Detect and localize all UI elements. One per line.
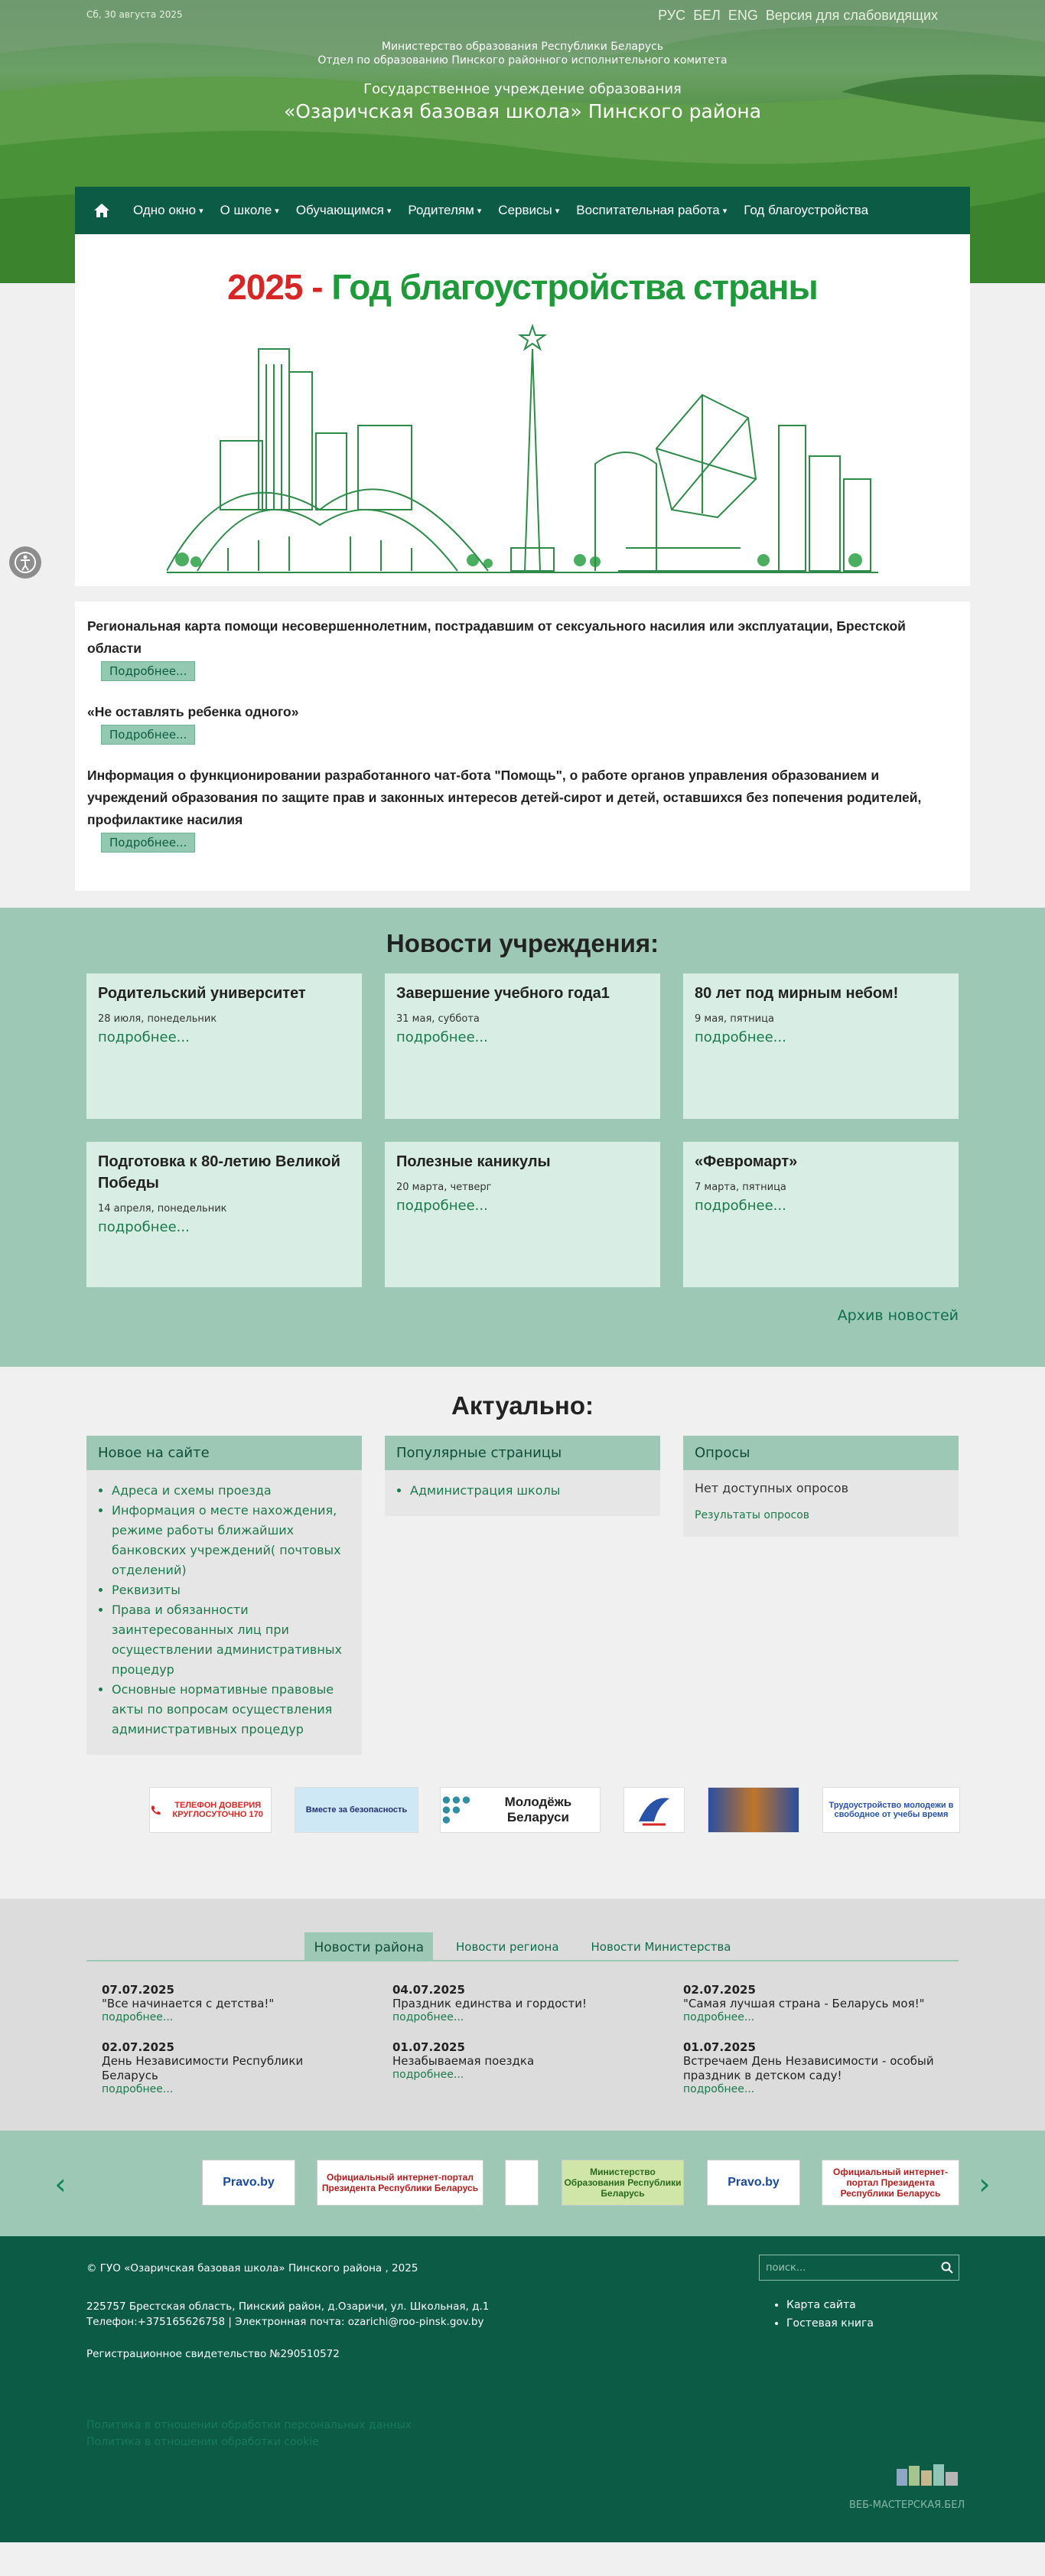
- partner-banner[interactable]: Молодёжь Беларуси: [440, 1787, 601, 1833]
- search-icon[interactable]: [936, 2261, 959, 2274]
- popular-page-link[interactable]: • Администрация школы: [410, 1481, 649, 1501]
- institution-type: Государственное учреждение образования: [363, 81, 682, 97]
- new-on-site-link[interactable]: • Основные нормативные правовые акты по вопросам осуществления административных процедур: [112, 1680, 350, 1740]
- news-card[interactable]: [86, 973, 362, 1119]
- partner-banner[interactable]: Вместе за безопасность: [295, 1787, 418, 1833]
- more-button[interactable]: Подробнее...: [101, 661, 195, 681]
- district-news-grid: [102, 1983, 943, 2095]
- more-button[interactable]: Подробнее...: [101, 833, 195, 853]
- carousel-link[interactable]: Pravo.by: [707, 2160, 800, 2206]
- carousel-link[interactable]: Официальный интернет-портал Президента Республики Беларусь: [822, 2160, 959, 2206]
- district-news-item: [683, 1983, 974, 2023]
- footer-links: [786, 2296, 874, 2333]
- lang-en[interactable]: ENG: [728, 8, 758, 23]
- new-on-site-link[interactable]: • Адреса и схемы проезда: [112, 1481, 350, 1501]
- news-card[interactable]: [683, 1142, 959, 1287]
- banner[interactable]: [75, 234, 970, 586]
- footer-search: [759, 2255, 959, 2281]
- announcement-text[interactable]: «Не оставлять ребенка одного»: [87, 704, 299, 719]
- search-input[interactable]: [760, 2262, 936, 2274]
- news-archive-link[interactable]: Архив новостей: [837, 1307, 959, 1324]
- site-heading: [0, 40, 1045, 122]
- links-carousel: [0, 2131, 1045, 2236]
- announcement-item: [87, 701, 958, 745]
- district-news-title[interactable]: "Все начинается с детства!": [102, 1997, 275, 2010]
- actual-grid: [86, 1436, 959, 1755]
- nav-item-education-work[interactable]: Воспитательная работа ▾: [576, 203, 728, 217]
- top-line: [86, 8, 938, 23]
- district-news-title[interactable]: Праздник единства и гордости!: [392, 1997, 588, 2010]
- department-name: Отдел по образованию Пинского районного исполнительного комитета: [317, 54, 728, 67]
- main-nav: [75, 187, 970, 234]
- phone-icon: [150, 1801, 161, 1819]
- footer-policies: [86, 2417, 412, 2450]
- partner-banner[interactable]: [623, 1787, 685, 1833]
- nav-item-services[interactable]: Сервисы ▾: [498, 203, 560, 217]
- news-date: 7 марта, пятница: [695, 1182, 786, 1193]
- district-news-title[interactable]: Незабываемая поездка: [392, 2054, 535, 2068]
- polls-block: [683, 1436, 959, 1537]
- news-title[interactable]: 80 лет под мирным небом!: [695, 985, 899, 1002]
- nav-item-students[interactable]: Обучающимся ▾: [295, 203, 392, 217]
- district-news-date: 01.07.2025: [683, 2040, 756, 2054]
- chevron-down-icon: ▾: [722, 206, 728, 216]
- news-more-link[interactable]: подробнее...: [98, 1219, 190, 1235]
- district-news-item: [102, 1983, 392, 2023]
- announcement-text[interactable]: Информация о функционировании разработанного чат-бота "Помощь", о работе органов управления образованием и учреждений образования по защите прав и законных интересов детей-сирот и детей, оставшихся без попечения родителей, профилактике насилия: [87, 768, 922, 827]
- district-news-item: [392, 1983, 683, 2023]
- actual-section: [0, 1367, 1045, 1867]
- partner-banner[interactable]: [708, 1787, 799, 1833]
- tab-district-news[interactable]: Новости района: [304, 1932, 433, 1960]
- actual-heading: Актуально:: [451, 1391, 594, 1420]
- tab-bar: [86, 1932, 959, 1961]
- district-news-date: 04.07.2025: [392, 1983, 465, 1997]
- nav-item-one-window[interactable]: Одно окно ▾: [133, 203, 203, 217]
- news-date: 28 июля, понедельник: [98, 1013, 217, 1025]
- chevron-down-icon: ▾: [275, 206, 279, 216]
- partner-banner[interactable]: ТЕЛЕФОН ДОВЕРИЯ КРУГЛОСУТОЧНО 170: [149, 1787, 272, 1833]
- carousel-prev-button[interactable]: ‹: [54, 2167, 67, 2201]
- accessibility-version-link[interactable]: Версия для слабовидящих: [765, 8, 938, 23]
- lang-by[interactable]: БЕЛ: [693, 8, 721, 23]
- new-on-site-link[interactable]: • Реквизиты: [112, 1580, 350, 1600]
- developer-logo-icon[interactable]: [897, 2463, 959, 2489]
- district-news-date: 02.07.2025: [102, 2040, 174, 2054]
- news-more-link[interactable]: подробнее...: [396, 1198, 488, 1214]
- carousel-link[interactable]: Pravo.by: [202, 2160, 295, 2206]
- news-card[interactable]: [385, 973, 660, 1119]
- new-on-site-link[interactable]: • Права и обязанности заинтересованных лиц при осуществлении административных процедур: [112, 1600, 350, 1680]
- banner-title: 2025 - Год благоустройства страны: [227, 267, 818, 307]
- news-title[interactable]: Завершение учебного года1: [396, 985, 610, 1002]
- footer: [0, 2236, 1045, 2542]
- new-on-site-block: [86, 1436, 362, 1755]
- news-date: 14 апреля, понедельник: [98, 1203, 227, 1215]
- nav-item-parents[interactable]: Родителям ▾: [408, 203, 482, 217]
- district-news-date: 07.07.2025: [102, 1983, 174, 1997]
- popular-pages-block: [385, 1436, 660, 1516]
- district-news-date: 02.07.2025: [683, 1983, 756, 1997]
- dots-logo-icon: [441, 1793, 472, 1827]
- news-heading: Новости учреждения:: [386, 929, 659, 957]
- news-card[interactable]: [385, 1142, 660, 1287]
- bird-logo-icon: [631, 1791, 677, 1829]
- news-date: 9 мая, пятница: [695, 1013, 774, 1025]
- announcement-item: [87, 615, 958, 681]
- news-grid: [86, 973, 959, 1287]
- news-card[interactable]: [86, 1142, 362, 1287]
- carousel-link[interactable]: Официальный интернет-портал Президента Республики Беларусь: [317, 2160, 483, 2206]
- news-title[interactable]: Подготовка к 80-летию Великой Победы: [98, 1153, 340, 1192]
- privacy-policy-link[interactable]: Политика в отношении обработки персональных данных: [86, 2419, 412, 2431]
- news-more-link[interactable]: подробнее...: [396, 1029, 488, 1045]
- chevron-down-icon: ▾: [386, 206, 392, 216]
- district-news-more[interactable]: подробнее...: [392, 2011, 464, 2023]
- footer-copyright: © ГУО «Озаричская базовая школа» Пинского района , 2025: [86, 2262, 418, 2274]
- carousel-next-button[interactable]: ›: [978, 2167, 991, 2201]
- language-switcher: [658, 8, 938, 24]
- partner-banners: [75, 1787, 970, 1836]
- announcement-item: [87, 765, 958, 853]
- district-news-title[interactable]: Встречаем День Независимости - особый праздник в детском саду!: [683, 2054, 934, 2082]
- news-more-link[interactable]: подробнее...: [695, 1029, 786, 1045]
- new-on-site-link[interactable]: • Информация о месте нахождения, режиме работы ближайших банковских учреждений( почтовых отделений): [112, 1501, 350, 1580]
- partner-banner[interactable]: Трудоустройство молодежи в свободное от учебы время: [822, 1787, 960, 1833]
- news-title[interactable]: Родительский университет: [98, 985, 306, 1002]
- sitemap-link[interactable]: • Карта сайта: [786, 2296, 874, 2314]
- institution-news: [0, 908, 1045, 1367]
- ministry-name: Министерство образования Республики Беларусь: [381, 41, 664, 53]
- news-more-link[interactable]: подробнее...: [695, 1198, 786, 1214]
- lang-ru[interactable]: РУС: [658, 8, 686, 23]
- popular-pages-header: Популярные страницы: [385, 1436, 660, 1470]
- tab-ministry-news[interactable]: Новости Министерства: [591, 1940, 731, 1954]
- developer-credit[interactable]: ВЕБ-МАСТЕРСКАЯ.БЕЛ: [849, 2499, 965, 2511]
- more-button[interactable]: Подробнее...: [101, 725, 195, 745]
- district-news-more[interactable]: подробнее...: [102, 2083, 174, 2095]
- chevron-down-icon: ▾: [555, 206, 560, 216]
- carousel-link[interactable]: [505, 2160, 539, 2206]
- institution-name[interactable]: «Озаричская базовая школа» Пинского района: [283, 100, 762, 122]
- news-card[interactable]: [683, 973, 959, 1119]
- district-news-item: [102, 2040, 392, 2095]
- footer-registration: Регистрационное свидетельство №290510572: [86, 2348, 340, 2360]
- district-news-more[interactable]: подробнее...: [392, 2069, 464, 2081]
- tab-region-news[interactable]: Новости региона: [455, 1940, 559, 1954]
- chevron-down-icon: ▾: [477, 206, 482, 216]
- district-news-more[interactable]: подробнее...: [683, 2011, 755, 2023]
- no-polls-text: Нет доступных опросов: [695, 1481, 849, 1495]
- footer-address: 225757 Брестская область, Пинский район, д.Озаричи, ул. Школьная, д.1: [86, 2300, 490, 2313]
- district-news-date: 01.07.2025: [392, 2040, 465, 2054]
- chevron-down-icon: ▾: [199, 206, 203, 216]
- home-icon[interactable]: [92, 201, 112, 220]
- poll-results-link[interactable]: Результаты опросов: [695, 1509, 810, 1521]
- nav-item-improvement-year[interactable]: Год благоустройства: [744, 203, 869, 217]
- nav-item-about[interactable]: О школе ▾: [220, 203, 279, 217]
- news-title[interactable]: «Февромарт»: [695, 1153, 798, 1170]
- guestbook-link[interactable]: • Гостевая книга: [786, 2314, 874, 2333]
- district-news-item: [392, 2040, 683, 2095]
- news-title[interactable]: Полезные каникулы: [396, 1153, 551, 1170]
- district-news-more[interactable]: подробнее...: [683, 2083, 755, 2095]
- new-on-site-header: Новое на сайте: [86, 1436, 362, 1470]
- footer-info: [86, 2261, 489, 2362]
- current-date: Сб, 30 августа 2025: [86, 9, 183, 20]
- news-date: 31 мая, суббота: [396, 1013, 480, 1025]
- news-more-link[interactable]: подробнее...: [98, 1029, 190, 1045]
- announcement-text[interactable]: Региональная карта помощи несовершеннолетним, пострадавшим от сексуального насилия или эксплуатации, Брестской области: [87, 618, 906, 656]
- region-news-tabs: [0, 1899, 1045, 2131]
- news-date: 20 марта, четверг: [396, 1182, 492, 1193]
- polls-header: Опросы: [683, 1436, 959, 1470]
- accessibility-icon[interactable]: [9, 546, 41, 579]
- district-news-title[interactable]: "Самая лучшая страна - Беларусь моя!": [683, 1997, 925, 2010]
- city-illustration: [167, 318, 878, 579]
- announcements: [75, 602, 970, 891]
- district-news-title[interactable]: День Независимости Республики Беларусь: [102, 2054, 304, 2082]
- carousel-link[interactable]: Министерство Образования Республики Беларусь: [562, 2160, 684, 2206]
- footer-contacts: Телефон:+375165626758 | Электронная почта: ozarichi@roo-pinsk.gov.by: [86, 2316, 484, 2328]
- cookie-policy-link[interactable]: Политика в отношении обработки cookie: [86, 2436, 319, 2448]
- district-news-item: [683, 2040, 974, 2095]
- district-news-more[interactable]: подробнее...: [102, 2011, 174, 2023]
